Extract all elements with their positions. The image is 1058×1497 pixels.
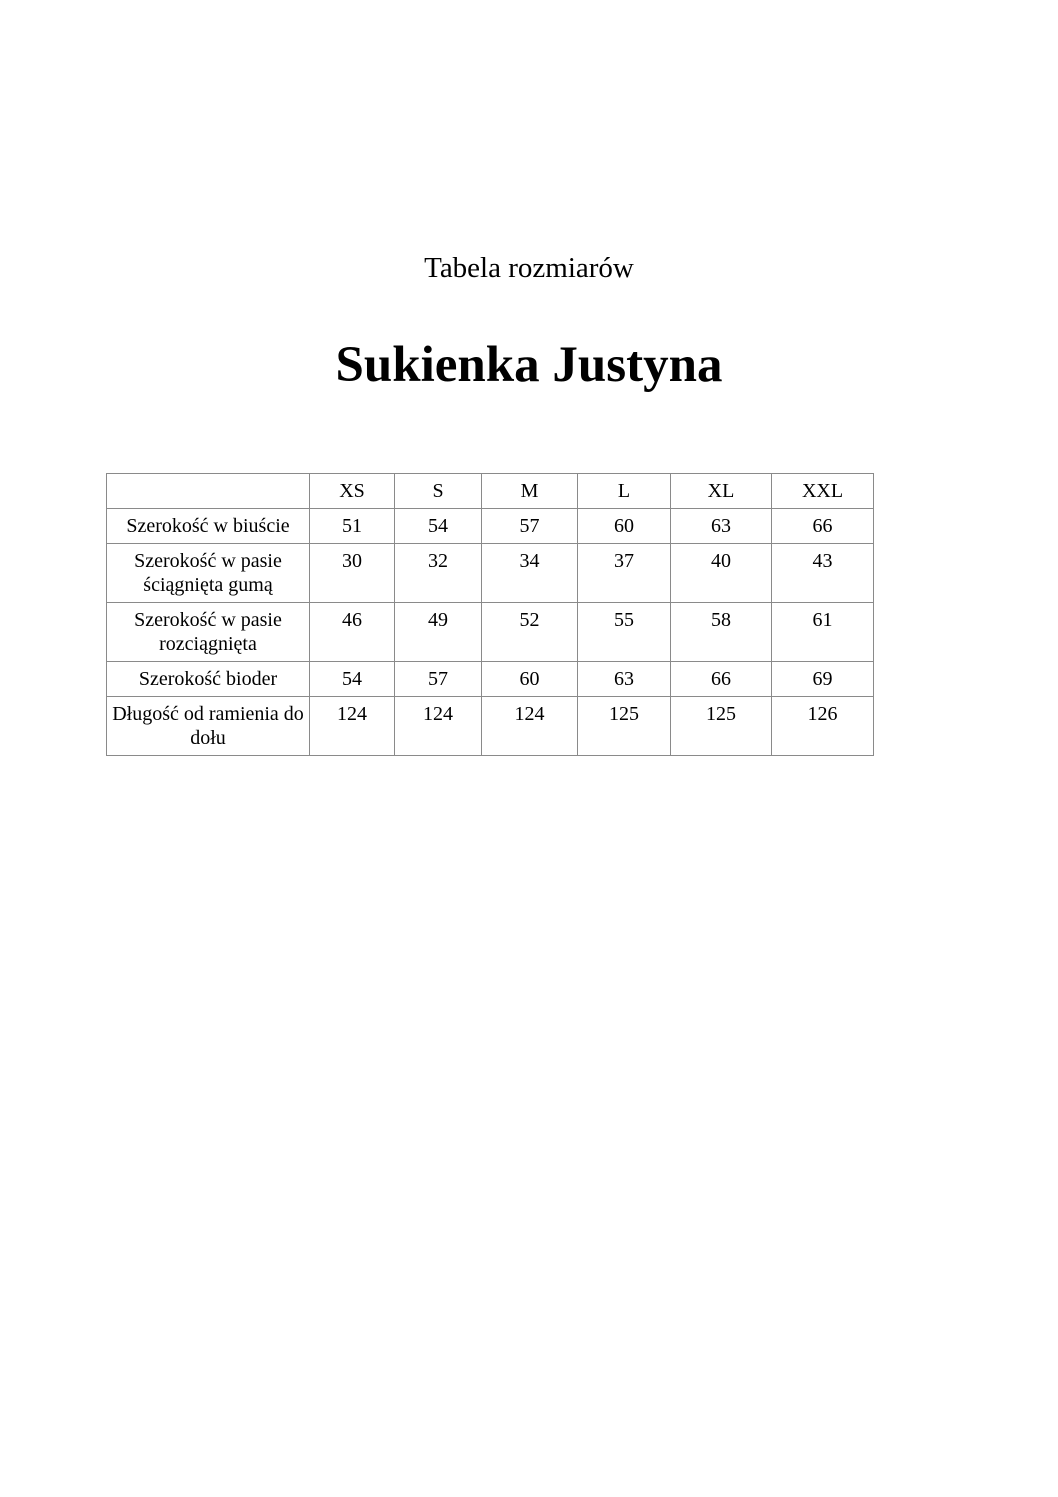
table-cell: 125: [671, 697, 772, 756]
table-cell: 63: [671, 509, 772, 544]
table-cell: 34: [482, 544, 578, 603]
header-cell-xxl: XXL: [772, 474, 874, 509]
header-cell-l: L: [578, 474, 671, 509]
table-cell: 51: [310, 509, 395, 544]
table-cell: 32: [395, 544, 482, 603]
table-cell: 61: [772, 603, 874, 662]
table-cell: 40: [671, 544, 772, 603]
table-cell: 124: [482, 697, 578, 756]
table-row: [107, 509, 874, 544]
table-cell: 37: [578, 544, 671, 603]
row-label: Długość od ramienia do dołu: [107, 697, 310, 756]
header-cell-xl: XL: [671, 474, 772, 509]
header-cell-empty: [107, 474, 310, 509]
table-row: [107, 603, 874, 662]
table-cell: 125: [578, 697, 671, 756]
table-cell: 60: [578, 509, 671, 544]
row-label: Szerokość w biuście: [107, 509, 310, 544]
table-cell: 124: [310, 697, 395, 756]
table-cell: 46: [310, 603, 395, 662]
table-cell: 124: [395, 697, 482, 756]
table-cell: 52: [482, 603, 578, 662]
row-label: Szerokość w pasie ściągnięta gumą: [107, 544, 310, 603]
table-row: [107, 544, 874, 603]
table-cell: 49: [395, 603, 482, 662]
table-cell: 43: [772, 544, 874, 603]
table-cell: 55: [578, 603, 671, 662]
table-cell: 57: [395, 662, 482, 697]
header-cell-s: S: [395, 474, 482, 509]
table-header-row: [107, 474, 874, 509]
header-cell-m: M: [482, 474, 578, 509]
table-cell: 57: [482, 509, 578, 544]
page-subtitle: Tabela rozmiarów: [424, 252, 634, 284]
table-cell: 54: [395, 509, 482, 544]
table-cell: 66: [671, 662, 772, 697]
row-label: Szerokość bioder: [107, 662, 310, 697]
table-cell: 30: [310, 544, 395, 603]
table-cell: 66: [772, 509, 874, 544]
page-title: Sukienka Justyna: [335, 337, 723, 393]
table-cell: 126: [772, 697, 874, 756]
table-cell: 69: [772, 662, 874, 697]
header-cell-xs: XS: [310, 474, 395, 509]
table-row: [107, 662, 874, 697]
table-cell: 58: [671, 603, 772, 662]
table-cell: 63: [578, 662, 671, 697]
table-row: [107, 697, 874, 756]
size-table: [106, 473, 874, 756]
row-label: Szerokość w pasie rozciągnięta: [107, 603, 310, 662]
table-cell: 60: [482, 662, 578, 697]
table-cell: 54: [310, 662, 395, 697]
